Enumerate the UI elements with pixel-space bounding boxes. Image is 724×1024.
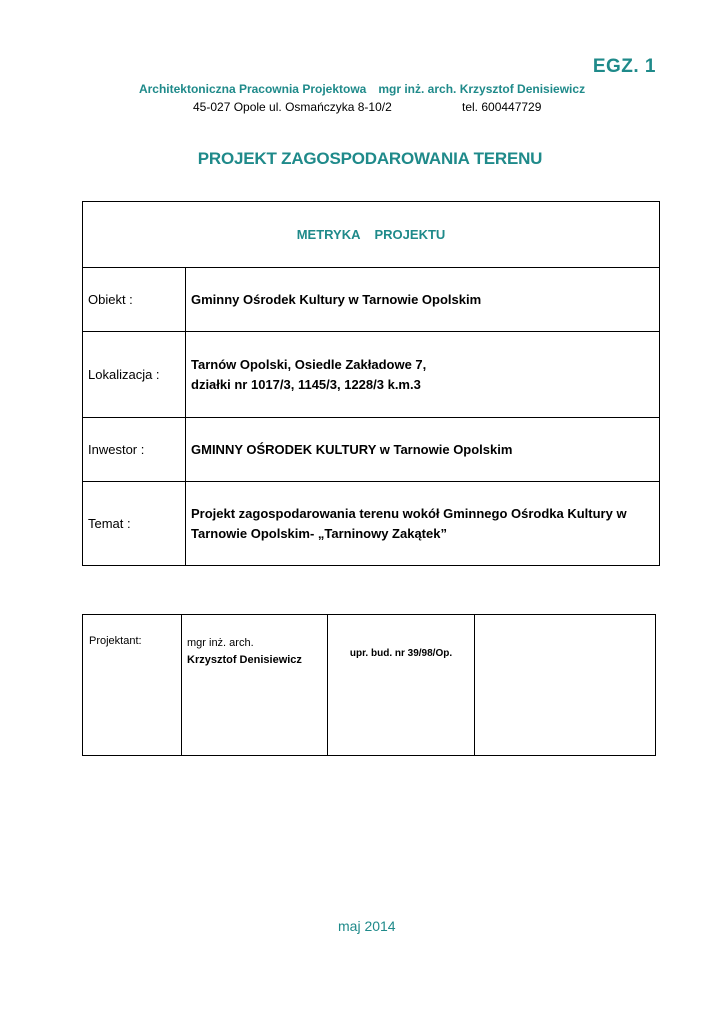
- document-title: PROJEKT ZAGOSPODAROWANIA TERENU: [197, 149, 543, 168]
- projektant-license: upr. bud. nr 39/98/Op.: [328, 615, 475, 756]
- office-address: 45-027 Opole ul. Osmańczyka 8-10/2: [193, 100, 392, 114]
- row-label: Inwestor :: [83, 418, 186, 482]
- row-value-line: działki nr 1017/3, 1145/3, 1228/3 k.m.3: [191, 376, 421, 392]
- row-value: [186, 268, 660, 332]
- document-date: maj 2014: [338, 918, 396, 934]
- row-value: [186, 418, 660, 482]
- row-value-line: Tarnów Opolski, Osiedle Zakładowe 7,: [191, 356, 427, 372]
- row-value-line: GMINNY OŚRODEK KULTURY w Tarnowie Opolskim: [191, 441, 513, 457]
- row-label: Lokalizacja :: [83, 332, 186, 418]
- row-value: [186, 332, 660, 418]
- metryka-heading-word2: PROJEKTU: [374, 227, 446, 242]
- office-phone: tel. 600447729: [462, 100, 542, 114]
- projektant-person: [182, 615, 328, 756]
- metryka-row-temat: [83, 482, 660, 566]
- row-label: Obiekt :: [83, 268, 186, 332]
- office-architect: mgr inż. arch. Krzysztof Denisiewicz: [378, 82, 586, 96]
- row-label: Temat :: [83, 482, 186, 566]
- row-value-line: Tarnowie Opolskim- „Tarninowy Zakątek”: [191, 525, 447, 541]
- office-header: [0, 82, 724, 96]
- signature-cell: [475, 615, 656, 756]
- metryka-table: [82, 201, 660, 566]
- metryka-row-lokalizacja: [83, 332, 660, 418]
- metryka-row-inwestor: [83, 418, 660, 482]
- projektant-title: mgr inż. arch.: [187, 637, 254, 649]
- row-value-line: Projekt zagospodarowania terenu wokół Gminnego Ośrodka Kultury w: [191, 505, 627, 521]
- row-value-line: Gminny Ośrodek Kultury w Tarnowie Opolskim: [191, 291, 482, 307]
- metryka-row-obiekt: [83, 268, 660, 332]
- copy-number: EGZ. 1: [592, 56, 656, 77]
- projektant-table: [82, 614, 656, 756]
- projektant-label: Projektant:: [83, 615, 182, 756]
- row-value: [186, 482, 660, 566]
- projektant-name: Krzysztof Denisiewicz: [187, 654, 302, 666]
- metryka-heading-word1: METRYKA: [296, 227, 361, 242]
- metryka-heading: [83, 202, 660, 268]
- office-name: Architektoniczna Pracownia Projektowa: [138, 82, 367, 96]
